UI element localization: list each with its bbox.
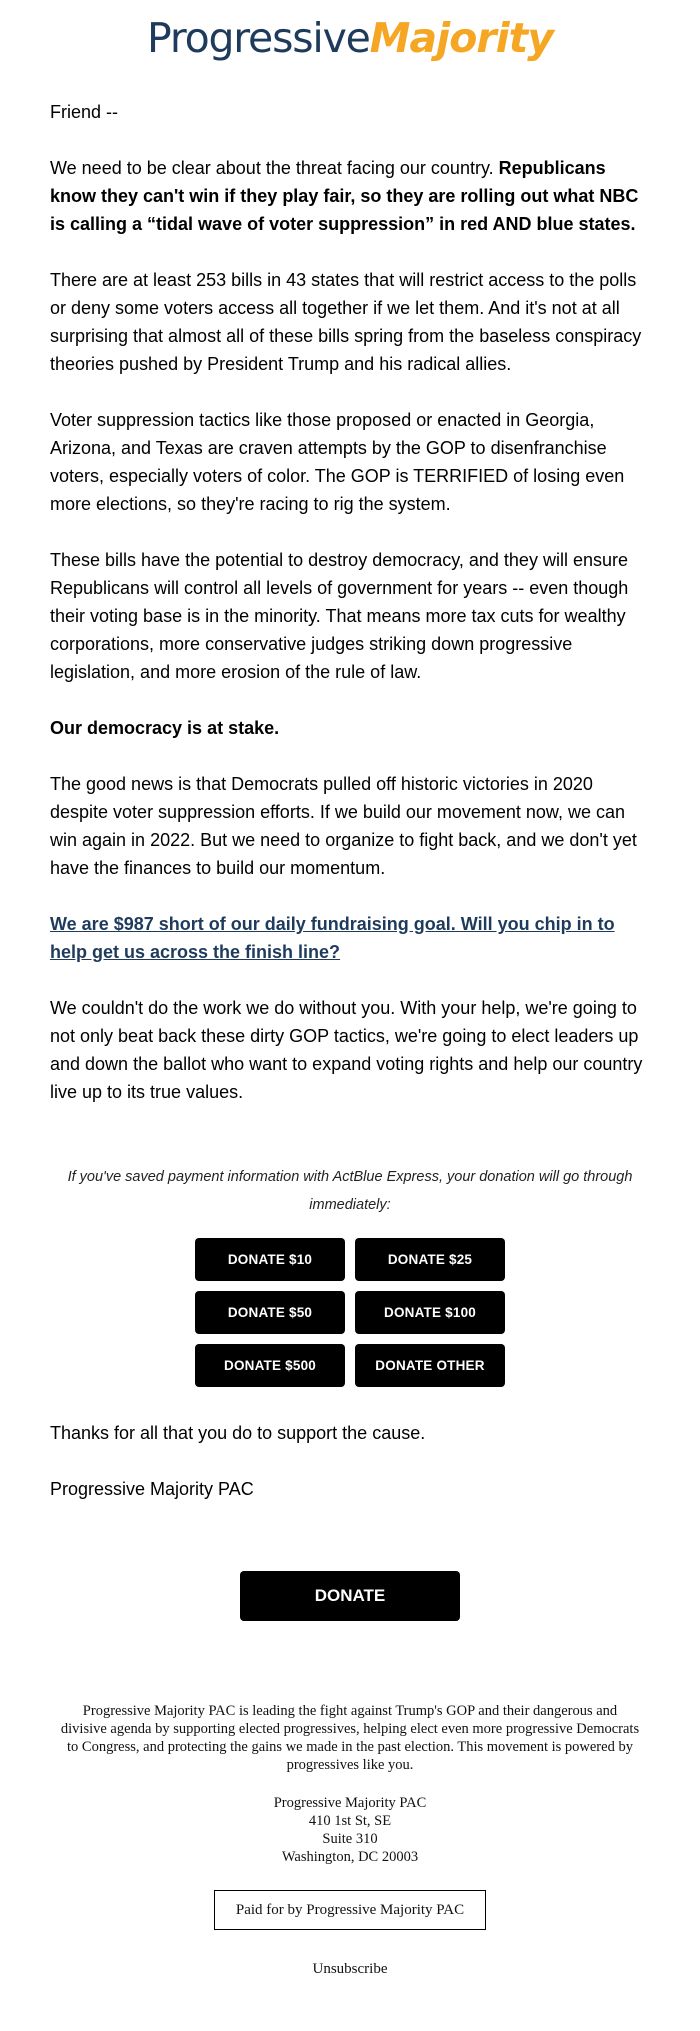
unsubscribe-link[interactable]: Unsubscribe <box>312 1961 388 1977</box>
address-line: Progressive Majority PAC <box>273 1795 427 1811</box>
fundraising-goal-link[interactable]: We are $987 short of our daily fundraising goal. Will you chip in to help get us across the finish line? <box>50 914 615 962</box>
signature: Progressive Majority PAC <box>50 1479 254 1499</box>
logo-progressive: Progressive <box>147 14 370 62</box>
paid-for-disclaimer: Paid for by Progressive Majority PAC <box>214 1890 486 1930</box>
donate-button-grid <box>195 1238 505 1387</box>
greeting: Friend -- <box>50 102 119 122</box>
donate-25-button[interactable]: DONATE $25 <box>355 1238 505 1281</box>
donate-500-button[interactable]: DONATE $500 <box>195 1344 345 1387</box>
progressive-majority-logo[interactable] <box>0 8 700 68</box>
paragraph-threat <box>50 154 650 238</box>
actblue-express-note: If you've saved payment information with ActBlue Express, your donation will go through immediately: <box>67 1169 633 1213</box>
footer <box>60 1702 640 1978</box>
paragraph-thanks-work: We couldn't do the work we do without you. With your help, we're going to not only beat back these dirty GOP tactics, we're going to elect leaders up and down the ballot who want to expand voting rights and help our country live up to its true values. <box>50 998 643 1102</box>
paragraph-tactics: Voter suppression tactics like those proposed or enacted in Georgia, Arizona, and Texas are craven attempts by the GOP to disenfranchise voters, especially voters of color. The GOP is TERRIFIED of losing even more elections, so they're racing to rig the system. <box>50 410 625 514</box>
address-line: Suite 310 <box>322 1831 378 1847</box>
thanks-text: Thanks for all that you do to support the cause. <box>50 1423 426 1443</box>
paragraph-good-news: The good news is that Democrats pulled off historic victories in 2020 despite voter suppression efforts. If we build our movement now, we can win again in 2022. But we need to organize to fight back, and we don't yet have the finances to build our momentum. <box>50 774 637 878</box>
address-line: 410 1st St, SE <box>308 1813 392 1829</box>
donate-button[interactable]: DONATE <box>240 1571 460 1621</box>
footer-description: Progressive Majority PAC is leading the fight against Trump's GOP and their dangerous and divisive agenda by supporting elected progressives, helping elect even more progressive Democrats to Congress, and protecting the gains we made in the past election. This movement is powered by progressives like you. <box>60 1703 640 1773</box>
donate-other-button[interactable]: DONATE OTHER <box>355 1344 505 1387</box>
paragraph-stake: Our democracy is at stake. <box>50 718 280 738</box>
donate-100-button[interactable]: DONATE $100 <box>355 1291 505 1334</box>
paragraph-democracy-risk: These bills have the potential to destroy democracy, and they will ensure Republicans will control all levels of government for years -- even though their voting base is in the minority. That means more tax cuts for wealthy corporations, more conservative judges striking down progressive legislation, and more erosion of the rule of law. <box>50 550 629 682</box>
paragraph-threat-intro: We need to be clear about the threat facing our country. <box>50 158 499 178</box>
donate-50-button[interactable]: DONATE $50 <box>195 1291 345 1334</box>
paragraph-bills: There are at least 253 bills in 43 states that will restrict access to the polls or deny some voters access all together if we let them. And it's not at all surprising that almost all of these bills spring from the baseless conspiracy theories pushed by President Trump and his radical allies. <box>50 270 642 374</box>
paragraph-threat-bold: Republicans know they can't win if they play fair, so they are rolling out what NBC is calling a “tidal wave of voter suppression” in red AND blue states. <box>50 158 639 234</box>
logo-majority: Majority <box>369 14 553 62</box>
donate-10-button[interactable]: DONATE $10 <box>195 1238 345 1281</box>
paragraph-cta <box>50 910 650 966</box>
address-line: Washington, DC 20003 <box>281 1849 419 1865</box>
email-body <box>50 98 650 1106</box>
logo-wordmark <box>147 8 553 68</box>
mailing-address <box>60 1794 640 1866</box>
closing-section <box>50 1419 650 1503</box>
